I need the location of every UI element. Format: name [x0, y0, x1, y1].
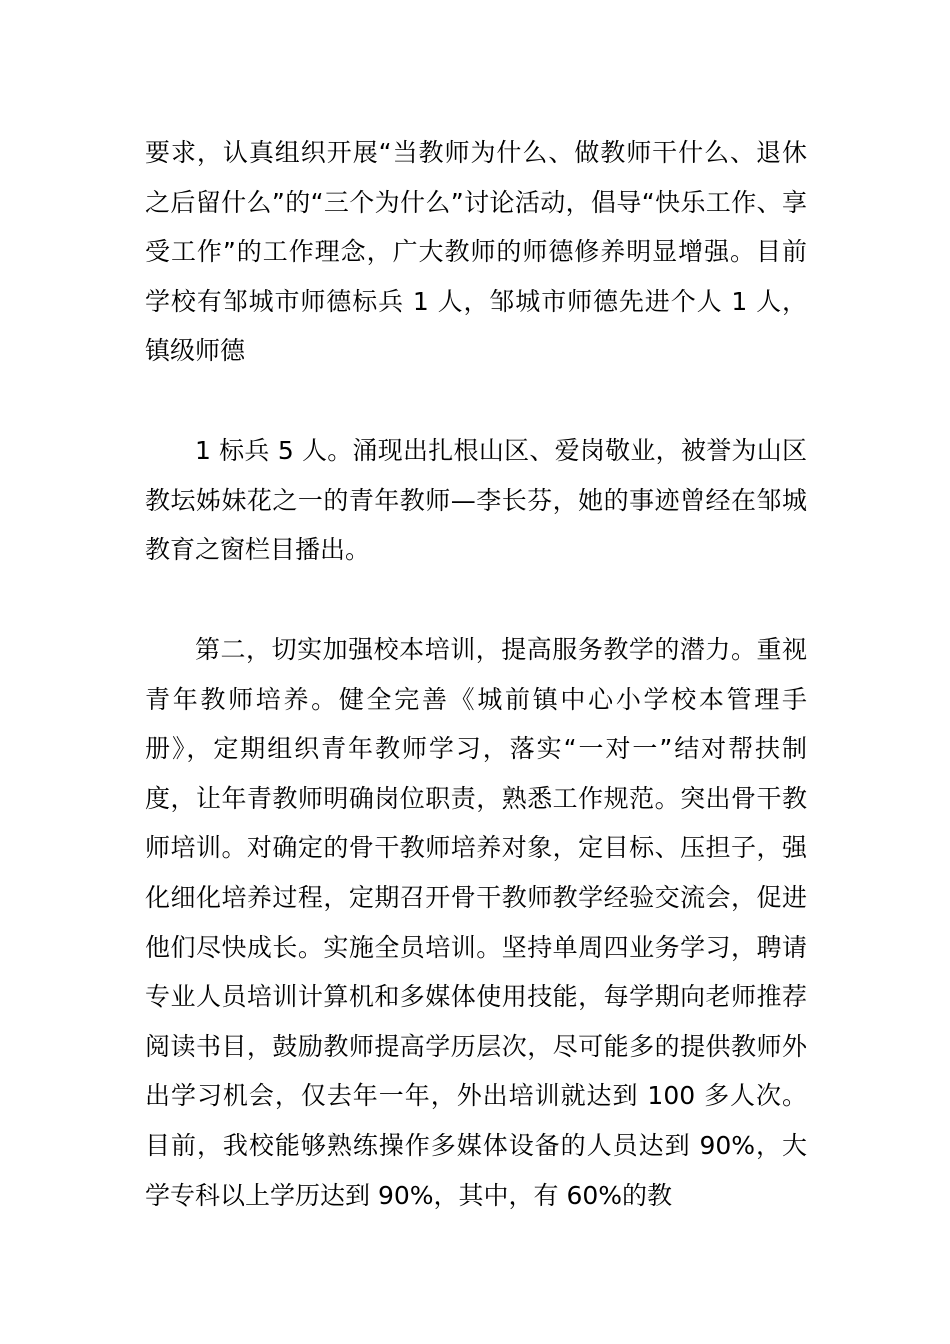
paragraph-teacher-ethics: 1 标兵 5 人。涌现出扎根山区、爱岗敬业，被誉为山区教坛姊妹花之一的青年教师—李长芬，她的事迹曾经在邹城教育之窗栏目播出。	[145, 436, 807, 565]
paragraph-continuation: 要求，认真组织开展“当教师为什么、做教师干什么、退休之后留什么”的“三个为什么”讨论活动，倡导“快乐工作、享受工作”的工作理念，广大教师的师德修养明显增强。目前学校有邹城市师德标兵 1 人，邹城市师德先进个人 1 人，镇级师德	[145, 138, 807, 366]
paragraph-school-training: 第二，切实加强校本培训，提高服务教学的潜力。重视青年教师培养。健全完善《城前镇中心小学校本管理手册》，定期组织青年教师学习，落实“一对一”结对帮扶制度，让年青教师明确岗位职责，熟悉工作规范。突出骨干教师培训。对确定的骨干教师培养对象，定目标、压担子，强化细化培养过程，定期召开骨干教师教学经验交流会，促进他们尽快成长。实施全员培训。坚持单周四业务学习，聘请专业人员培训计算机和多媒体使用技能，每学期向老师推荐阅读书目，鼓励教师提高学历层次，尽可能多的提供教师外出学习机会，仅去年一年，外出培训就达到 100 多人次。目前，我校能够熟练操作多媒体设备的人员达到 90%，大学专科以上学历达到 90%，其中，有 60%的教	[145, 635, 807, 1210]
